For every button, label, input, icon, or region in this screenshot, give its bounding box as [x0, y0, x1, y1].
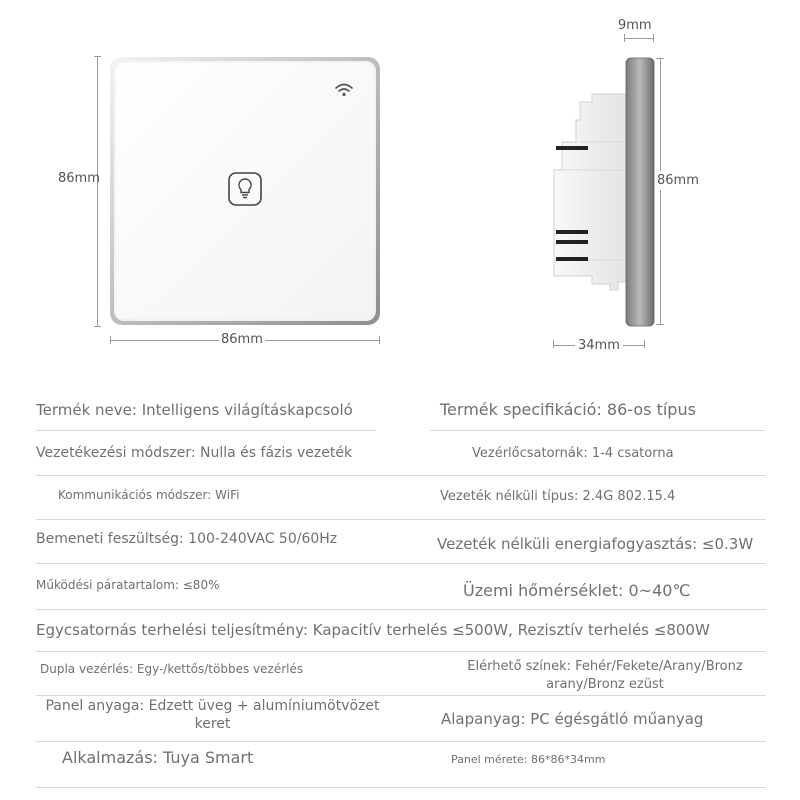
front-view	[100, 48, 390, 348]
side-depth-tick-left	[553, 340, 554, 348]
spec-panel-material: Panel anyaga: Edzett üveg + alumíniumötvözet keret	[45, 698, 380, 732]
spec-communication: Kommunikációs módszer: WiFi	[58, 488, 240, 502]
spec-temperature: Üzemi hőmérséklet: 0~40℃	[463, 581, 691, 600]
spec-application: Alkalmazás: Tuya Smart	[62, 748, 254, 767]
spec-panel-size: Panel mérete: 86*86*34mm	[451, 753, 606, 766]
spec-wireless-type: Vezeték nélküli típus: 2.4G 802.15.4	[440, 489, 676, 504]
row-divider	[36, 563, 766, 564]
spec-product-name: Termék neve: Intelligens világításkapcsoló	[36, 401, 353, 419]
row-divider	[430, 430, 765, 431]
spec-wireless-power: Vezeték nélküli energiafogyasztás: ≤0.3W	[437, 535, 754, 553]
row-divider	[36, 430, 376, 431]
front-height-tick-top	[94, 56, 101, 57]
side-height-tick-bottom	[656, 324, 664, 325]
side-depth-label: 34mm	[575, 338, 623, 353]
spec-dual-control: Dupla vezérlés: Egy-/kettős/többes vezérlés	[40, 662, 304, 676]
side-thickness-tick-right	[653, 34, 654, 42]
row-divider	[36, 651, 766, 652]
spec-product-spec: Termék specifikáció: 86-os típus	[440, 400, 696, 419]
front-width-tick-left	[110, 336, 111, 344]
side-thickness-line	[624, 38, 654, 39]
side-depth-tick-right	[644, 340, 645, 348]
front-height-tick-bottom	[94, 326, 101, 327]
side-view-illustration	[540, 50, 670, 330]
spec-load-power: Egycsatornás terhelési teljesítmény: Kapacitív terhelés ≤500W, Rezisztív terhelés ≤800W	[36, 621, 710, 639]
spec-wiring-method: Vezetékezési módszer: Nulla és fázis vezeték	[36, 445, 353, 461]
side-height-line	[660, 58, 661, 324]
spec-available-colors: Elérhető színek: Fehér/Fekete/Arany/Bronz arany/Bronz ezüst	[467, 659, 743, 692]
spec-humidity: Működési páratartalom: ≤80%	[36, 578, 220, 592]
spec-base-material: Alapanyag: PC égésgátló műanyag	[441, 710, 704, 728]
side-height-tick-top	[656, 58, 664, 59]
side-thickness-tick-left	[624, 34, 625, 42]
row-divider	[36, 519, 766, 520]
row-divider	[36, 475, 766, 476]
row-divider	[36, 695, 766, 696]
row-divider	[36, 609, 766, 610]
front-width-label: 86mm	[221, 332, 263, 347]
spec-control-channels: Vezérlőcsatornák: 1-4 csatorna	[472, 446, 674, 461]
front-height-label: 86mm	[58, 171, 100, 186]
row-divider	[36, 741, 766, 742]
wifi-icon	[334, 82, 354, 98]
front-width-tick-right	[379, 336, 380, 344]
front-height-line	[97, 56, 98, 326]
side-thickness-label: 9mm	[618, 18, 652, 33]
side-height-label: 86mm	[657, 173, 699, 188]
row-divider	[36, 787, 766, 788]
spec-input-voltage: Bemeneti feszültség: 100-240VAC 50/60Hz	[36, 531, 338, 547]
light-bulb-touch-icon[interactable]	[226, 170, 264, 208]
